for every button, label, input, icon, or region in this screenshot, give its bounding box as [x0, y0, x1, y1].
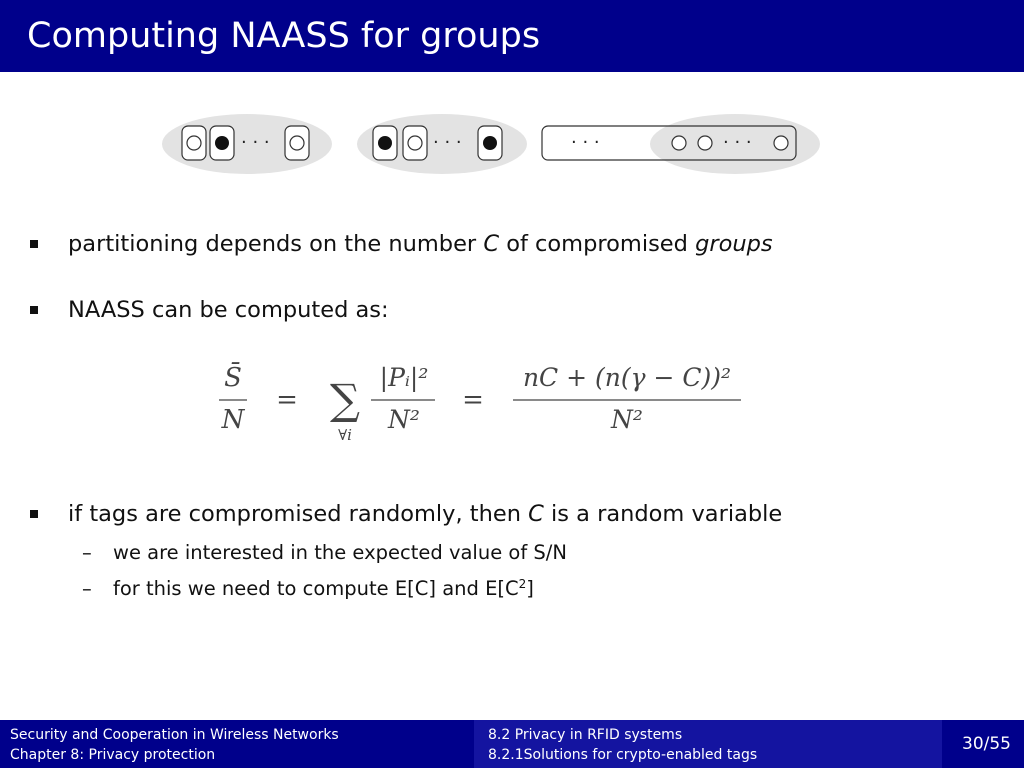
formula-mid-denominator: N² [388, 405, 420, 434]
formula-lhs-denominator: N [221, 405, 245, 435]
uncompromised-tag-icon [698, 136, 712, 150]
compromised-tag-icon [483, 136, 497, 150]
footer-course-info [0, 720, 472, 768]
bullet-square-icon [30, 306, 38, 314]
footer [0, 720, 1024, 768]
page-number: 30/55 [962, 734, 1011, 754]
ellipsis: · · · [433, 132, 462, 153]
formula-lhs-numerator: S̄ [224, 363, 242, 393]
formula-rhs-denominator: N² [611, 405, 643, 434]
uncompromised-tag-icon [408, 136, 422, 150]
formula-sum-index: ∀i [338, 426, 352, 444]
bullet-square-icon [30, 510, 38, 518]
formula-mid-numerator: |Pᵢ|² [379, 363, 429, 392]
formula-rhs-numerator: nC + (n(γ − C))² [522, 363, 732, 392]
formula-equals: = [462, 385, 484, 415]
bullet-square-icon [30, 240, 38, 248]
group-1 [162, 114, 332, 174]
footer-page [942, 720, 1024, 768]
footer-chapter: Chapter 8: Privacy protection [10, 747, 216, 763]
compromised-tag-icon [215, 136, 229, 150]
footer-section: 8.2 Privacy in RFID systems [488, 727, 683, 743]
title-bar [0, 0, 1024, 72]
uncompromised-tag-icon [672, 136, 686, 150]
uncompromised-tag-icon [774, 136, 788, 150]
ellipsis: · · · [241, 132, 270, 153]
dash-marker: – [82, 541, 92, 564]
group-remaining [542, 114, 820, 174]
formula-sum: ∑ [330, 375, 360, 424]
footer-course-title: Security and Cooperation in Wireless Networks [10, 727, 339, 743]
uncompromised-tag-icon [290, 136, 304, 150]
uncompromised-tag-icon [187, 136, 201, 150]
ellipsis: · · · [571, 132, 600, 153]
footer-section-info [474, 720, 942, 768]
naass-formula [205, 356, 765, 452]
group-partition-diagram [0, 100, 1024, 190]
ellipsis: · · · [723, 132, 752, 153]
group-2 [357, 114, 527, 174]
formula-equals: = [276, 385, 298, 415]
slide-title: Computing NAASS for groups [27, 16, 541, 56]
compromised-tag-icon [378, 136, 392, 150]
dash-marker: – [82, 577, 92, 600]
footer-subsection: 8.2.1Solutions for crypto-enabled tags [488, 747, 758, 763]
